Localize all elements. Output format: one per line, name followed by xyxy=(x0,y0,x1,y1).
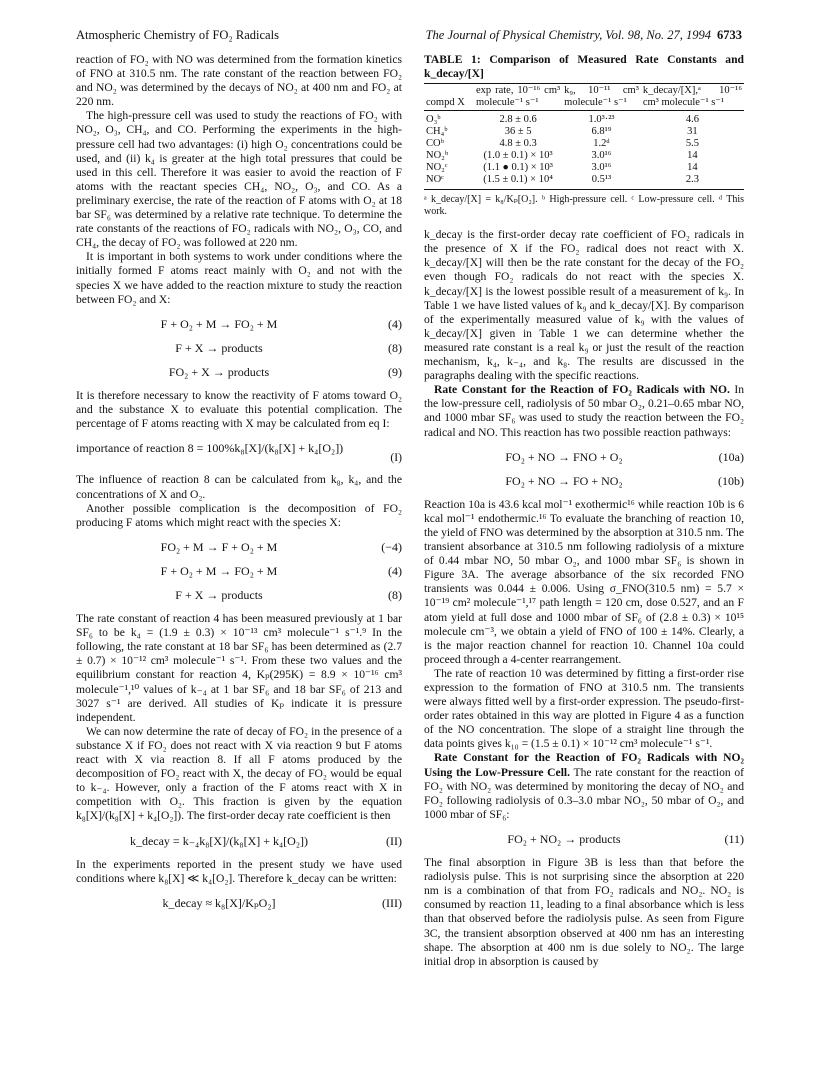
paragraph xyxy=(424,751,744,821)
equation-expr: FO₂ + M → F + O₂ + M xyxy=(160,539,278,554)
equation-expr: F + X → products xyxy=(175,588,263,602)
column-header: exp rate, 10⁻¹⁶ cm³ molecule⁻¹ s⁻¹ xyxy=(474,84,562,111)
table-cell: NO₂ᶜ xyxy=(426,162,448,174)
table-cell: 3.0¹⁶ xyxy=(591,162,612,174)
equation-I xyxy=(76,441,402,455)
equation-number: (I) xyxy=(390,451,402,465)
table-cell: 2.3 xyxy=(641,174,744,190)
table-header-row xyxy=(424,84,744,111)
table-row xyxy=(424,126,744,138)
paragraph: We can now determine the rate of decay of FO₂ in the presence of a substance X if FO₂ does not react with X via reaction 9 but F atoms react with X via reaction 8. If all F atoms produced by the decomposition of FO₂ react with X, the decay of FO₂ would be equal to k₋₄. However, only a fraction of the F atoms react with X in competition with O₂. This fraction is given by the equation k₈[X]/(k₈[X] + k₄[O₂]). The first-order decay rate coefficient is then xyxy=(76,724,402,823)
table-cell: (1.0 ± 0.1) × 10³ xyxy=(483,150,553,162)
equation-expr: k_decay ≈ k₈[X]/KₚO₂] xyxy=(162,895,276,910)
paragraph: It is important in both systems to work under conditions where the initially formed F atoms react mainly with O₂ and not with the species X we have added to the reaction mixture to study the reaction between FO₂ and X: xyxy=(76,250,402,306)
running-header-left: Atmospheric Chemistry of FO₂ Radicals xyxy=(76,28,279,42)
equation-minus4 xyxy=(76,540,402,554)
equation-number: (11) xyxy=(724,831,744,846)
table-cell: 6.8¹⁹ xyxy=(591,126,612,138)
paragraph-text: The rate constant for the reaction of FO₂ with NO₂ was determined by monitoring the decay of NO₂ and FO₂ following radiolysis of 0.3–3.0 mbar NO₂, 50 mbar of O₂, and 1000 mbar of SF₆: xyxy=(424,765,744,821)
equation-expr: FO₂ + NO → FO + NO₂ xyxy=(505,473,623,488)
table-cell: 4.8 ± 0.3 xyxy=(499,138,537,150)
equation-number: (10b) xyxy=(718,473,744,488)
column-header: k_decay/[X],ᵃ 10⁻¹⁶ cm³ molecule⁻¹ s⁻¹ xyxy=(641,84,744,111)
running-header-right xyxy=(412,28,742,43)
table-cell: 1.2ᵈ xyxy=(593,138,610,150)
paragraph: The influence of reaction 8 can be calculated from k₈, k₄, and the concentrations of X and O₂. xyxy=(76,473,402,501)
paragraph: k_decay is the first-order decay rate coefficient of FO₂ radicals in the presence of X if the FO₂ radical does not react with X. k_decay/[X] will then be the rate constant for the decay of the FO₂ even though FO₂ radicals do not react with the species X. k_decay/[X] is the lowest possible result of a measurement of k₉. In Table 1 we have listed values of k₉ and k_decay/[X]. By comparison of the experimentally measured value of k₉ with the values of k_decay/[X] given in Table 1 we can determine whether the measured rate constant is a real k₉ or just the result of the reaction mechanism, k₄, k₋₄, and k₈. The results are discussed in the paragraphs dealing with the specific reactions. xyxy=(424,228,744,383)
equation-number: (II) xyxy=(386,833,402,848)
equation-11 xyxy=(424,832,744,846)
equation-III xyxy=(76,896,402,910)
equation-8b xyxy=(76,588,402,602)
table-cell: 5.5 xyxy=(685,138,699,150)
paragraph: The rate constant of reaction 4 has been measured previously at 1 bar SF₆ to be k₄ = (1.9 ± 0.3) × 10⁻¹³ cm³ molecule⁻¹ s⁻¹.⁹ In the following, the rate constant at 18 bar SF₆ has been determined as (2.7 ± 0.7) × 10⁻¹² cm³ molecule⁻¹ s⁻¹. From these two values and the equilibrium constant for reaction 4, Kₚ(295K) = 8.9 × 10⁻¹⁶ cm³ molecule⁻¹,¹⁰ values of k₋₄ at 1 bar SF₆ and 18 bar SF₆ of 213 and 3027 s⁻¹ are derived. All studies of Kₚ indicate it is pressure independent. xyxy=(76,612,402,724)
equation-10a xyxy=(424,450,744,464)
equation-number: (4) xyxy=(388,563,402,578)
page-number: 6733 xyxy=(717,28,742,42)
equation-number: (8) xyxy=(388,340,402,355)
table-cell: 14 xyxy=(687,150,698,162)
table-caption xyxy=(424,53,744,81)
table-cell: CH₄ᵇ xyxy=(426,126,448,138)
table-cell: 36 ± 5 xyxy=(504,126,532,138)
paragraph: Another possible complication is the decomposition of FO₂ producing F atoms which might react with the species X: xyxy=(76,501,402,529)
equation-expr: F + O₂ + M → FO₂ + M xyxy=(160,316,278,331)
rate-constants-table xyxy=(424,83,744,190)
table-title: Comparison of Measured Rate Constants and k_decay/[X] xyxy=(424,53,745,81)
equation-number: (10a) xyxy=(718,449,744,464)
table-cell: NOᶜ xyxy=(424,174,474,190)
equation-8 xyxy=(76,341,402,355)
equation-number: (−4) xyxy=(381,539,402,554)
journal-citation: The Journal of Physical Chemistry, Vol. 98, No. 27, 1994 xyxy=(425,28,711,42)
table-row xyxy=(424,111,744,127)
table-cell: NO₂ᵇ xyxy=(426,150,449,162)
table-footnote: ᵃ k_decay/[X] = k₈/Kₚ[O₂]. ᵇ High-pressure cell. ᶜ Low-pressure cell. ᵈ This work. xyxy=(424,194,744,218)
paragraph-text: In the low-pressure cell, radiolysis of 50 mbar O₂, 0.21–0.65 mbar NO, and 1000 mbar SF₆ was used to study the reaction between the FO₂ radical and NO. This reaction has two possible reaction pathways: xyxy=(424,383,744,439)
column-header: compd X xyxy=(424,84,474,111)
paragraph: The rate of reaction 10 was determined by fitting a first-order rise expression to the formation of FNO at 310.5 nm. The transients were always fitted well by a first-order expression. The pseudo-first-order rates obtained in this way are plotted in Figure 4 as a function of the NO concentration. The slope of a straight line through the data points gives k₁₀ = (1.5 ± 0.1) × 10⁻¹² cm³ molecule⁻¹ s⁻¹. xyxy=(424,666,744,751)
table-row xyxy=(424,162,744,174)
table-cell: 1.0³·²³ xyxy=(588,114,615,126)
table-cell: 2.8 ± 0.6 xyxy=(499,114,537,126)
equation-expr: importance of reaction 8 = 100%k₈[X]/(k₈[X] + k₄[O₂]) xyxy=(76,441,344,456)
equation-expr: FO₂ + X → products xyxy=(168,364,270,379)
table-row xyxy=(424,174,744,190)
equation-9 xyxy=(76,365,402,379)
left-column xyxy=(76,53,402,920)
equation-expr: k_decay = k₋₄k₈[X]/(k₈[X] + k₄[O₂]) xyxy=(129,833,309,848)
table-cell: 14 xyxy=(687,162,698,174)
paragraph: The final absorption in Figure 3B is less than that before the radiolysis pulse. This is not surprising since the absorption at 220 nm is a combination of that from FO₂ radicals and NO₂. NO₂ is consumed by reaction 11, leading to a final absorbance which is less than that observed before the radiolysis pulse. As seen from Figure 3C, the transient absorption observed at 400 nm has an interesting shape. The absorption at 400 nm is due solely to NO₂. The large initial drop in absorption is caused by xyxy=(424,856,744,968)
equation-expr: FO₂ + NO → FNO + O₂ xyxy=(505,449,623,464)
paragraph: The high-pressure cell was used to study the reactions of FO₂ with NO₂, O₃, CH₄, and CO. Performing the experiments in the high-pressure cell had two advantages: (i) high O₂ concentrations could be used, and (ii) k₄ is greater at the high total pressures that could be used in this cell. Therefore it was easier to avoid the reaction of F atoms with the reactant species CH₄, NO₂, O₃, and CO. As a preliminary exercise, the rate of the reaction of F atoms with O₂ at 18 bar SF₆ was determined by a relative rate technique. To determine the rate constants of the reactions of FO₂ radicals with NO₂, O₃, CO, and CH₄, the decay of FO₂ was followed at 220 nm. xyxy=(76,109,402,250)
equation-expr: F + X → products xyxy=(175,340,263,355)
table-label: TABLE 1: xyxy=(424,53,481,66)
table-cell: COᵇ xyxy=(426,138,444,150)
equation-4 xyxy=(76,317,402,331)
table-cell: (1.1 ● 0.1) × 10³ xyxy=(483,162,553,174)
paragraph: It is therefore necessary to know the reactivity of F atoms toward O₂ and the substance X to evaluate this potential complication. The percentage of F atoms reacting with X may be calculated from eq I: xyxy=(76,388,402,431)
equation-number: (9) xyxy=(388,364,402,379)
paragraph: Reaction 10a is 43.6 kcal mol⁻¹ exothermic¹⁶ while reaction 10b is 6 kcal mol⁻¹ endothermic.¹⁶ To evaluate the branching of reaction 10, the yield of FNO was determined by the absorption at 310.5 nm. The transient absorbance at 310.5 nm following radiolysis of a mixture of 0.44 mbar NO, 50 mbar O₂, and 1000 mbar SF₆ is shown in Figure 3A. The average absorbance of the six recorded FNO transients was 0.044 ± 0.006. Using σ_FNO(310.5 nm) = 5.7 × 10⁻¹⁹ cm² molecule⁻¹,¹⁷ path length = 120 cm, dose 0.527, and an F atom yield at full dose and 1000 mbar of SF₆ of (2.8 ± 0.3) × 10¹⁵ molecule cm⁻³, we obtain a yield of FNO of 100 ± 14%. Clearly, a is the major reaction channel for reaction 10. Channel 10a could proceed through a 4-center rearrangement. xyxy=(424,497,744,666)
column-header: k₉, 10⁻¹¹ cm³ molecule⁻¹ s⁻¹ xyxy=(562,84,641,111)
section-heading: Rate Constant for the Reaction of FO₂ Radicals with NO. xyxy=(434,383,730,397)
table-cell: 0.5¹³ xyxy=(562,174,641,190)
paragraph: reaction of FO₂ with NO was determined from the formation kinetics of FNO at 310.5 nm. The rate constant of the reaction between FO₂ and NO₂ was determined by the decays of NO₂ at 400 nm and FO₂ at 220 nm. xyxy=(76,53,402,109)
equation-number: (4) xyxy=(388,316,402,331)
section-heading: Rate Constant for the Reaction of FO₂ Radicals with NO₂ Using the Low-Pressure Cell. xyxy=(424,751,744,779)
table-cell: 31 xyxy=(687,126,698,138)
paragraph: In the experiments reported in the present study we have used conditions where k₈[X] ≪ k₄[O₂]. Therefore k_decay can be written: xyxy=(76,857,402,885)
equation-4b xyxy=(76,564,402,578)
table-cell: O₃ᵇ xyxy=(426,114,441,126)
table-row xyxy=(424,138,744,150)
equation-expr: FO₂ + NO₂ → products xyxy=(507,831,621,846)
table-row xyxy=(424,150,744,162)
table-cell: 4.6 xyxy=(685,114,699,126)
equation-expr: F + O₂ + M → FO₂ + M xyxy=(160,563,278,578)
right-column xyxy=(424,53,744,969)
equation-10b xyxy=(424,474,744,488)
paragraph xyxy=(424,383,744,439)
table-cell: (1.5 ± 0.1) × 10⁴ xyxy=(474,174,562,190)
table-cell: 3.0¹⁶ xyxy=(591,150,612,162)
equation-II xyxy=(76,834,402,848)
equation-number: (8) xyxy=(388,588,402,602)
equation-number: (III) xyxy=(382,895,402,910)
